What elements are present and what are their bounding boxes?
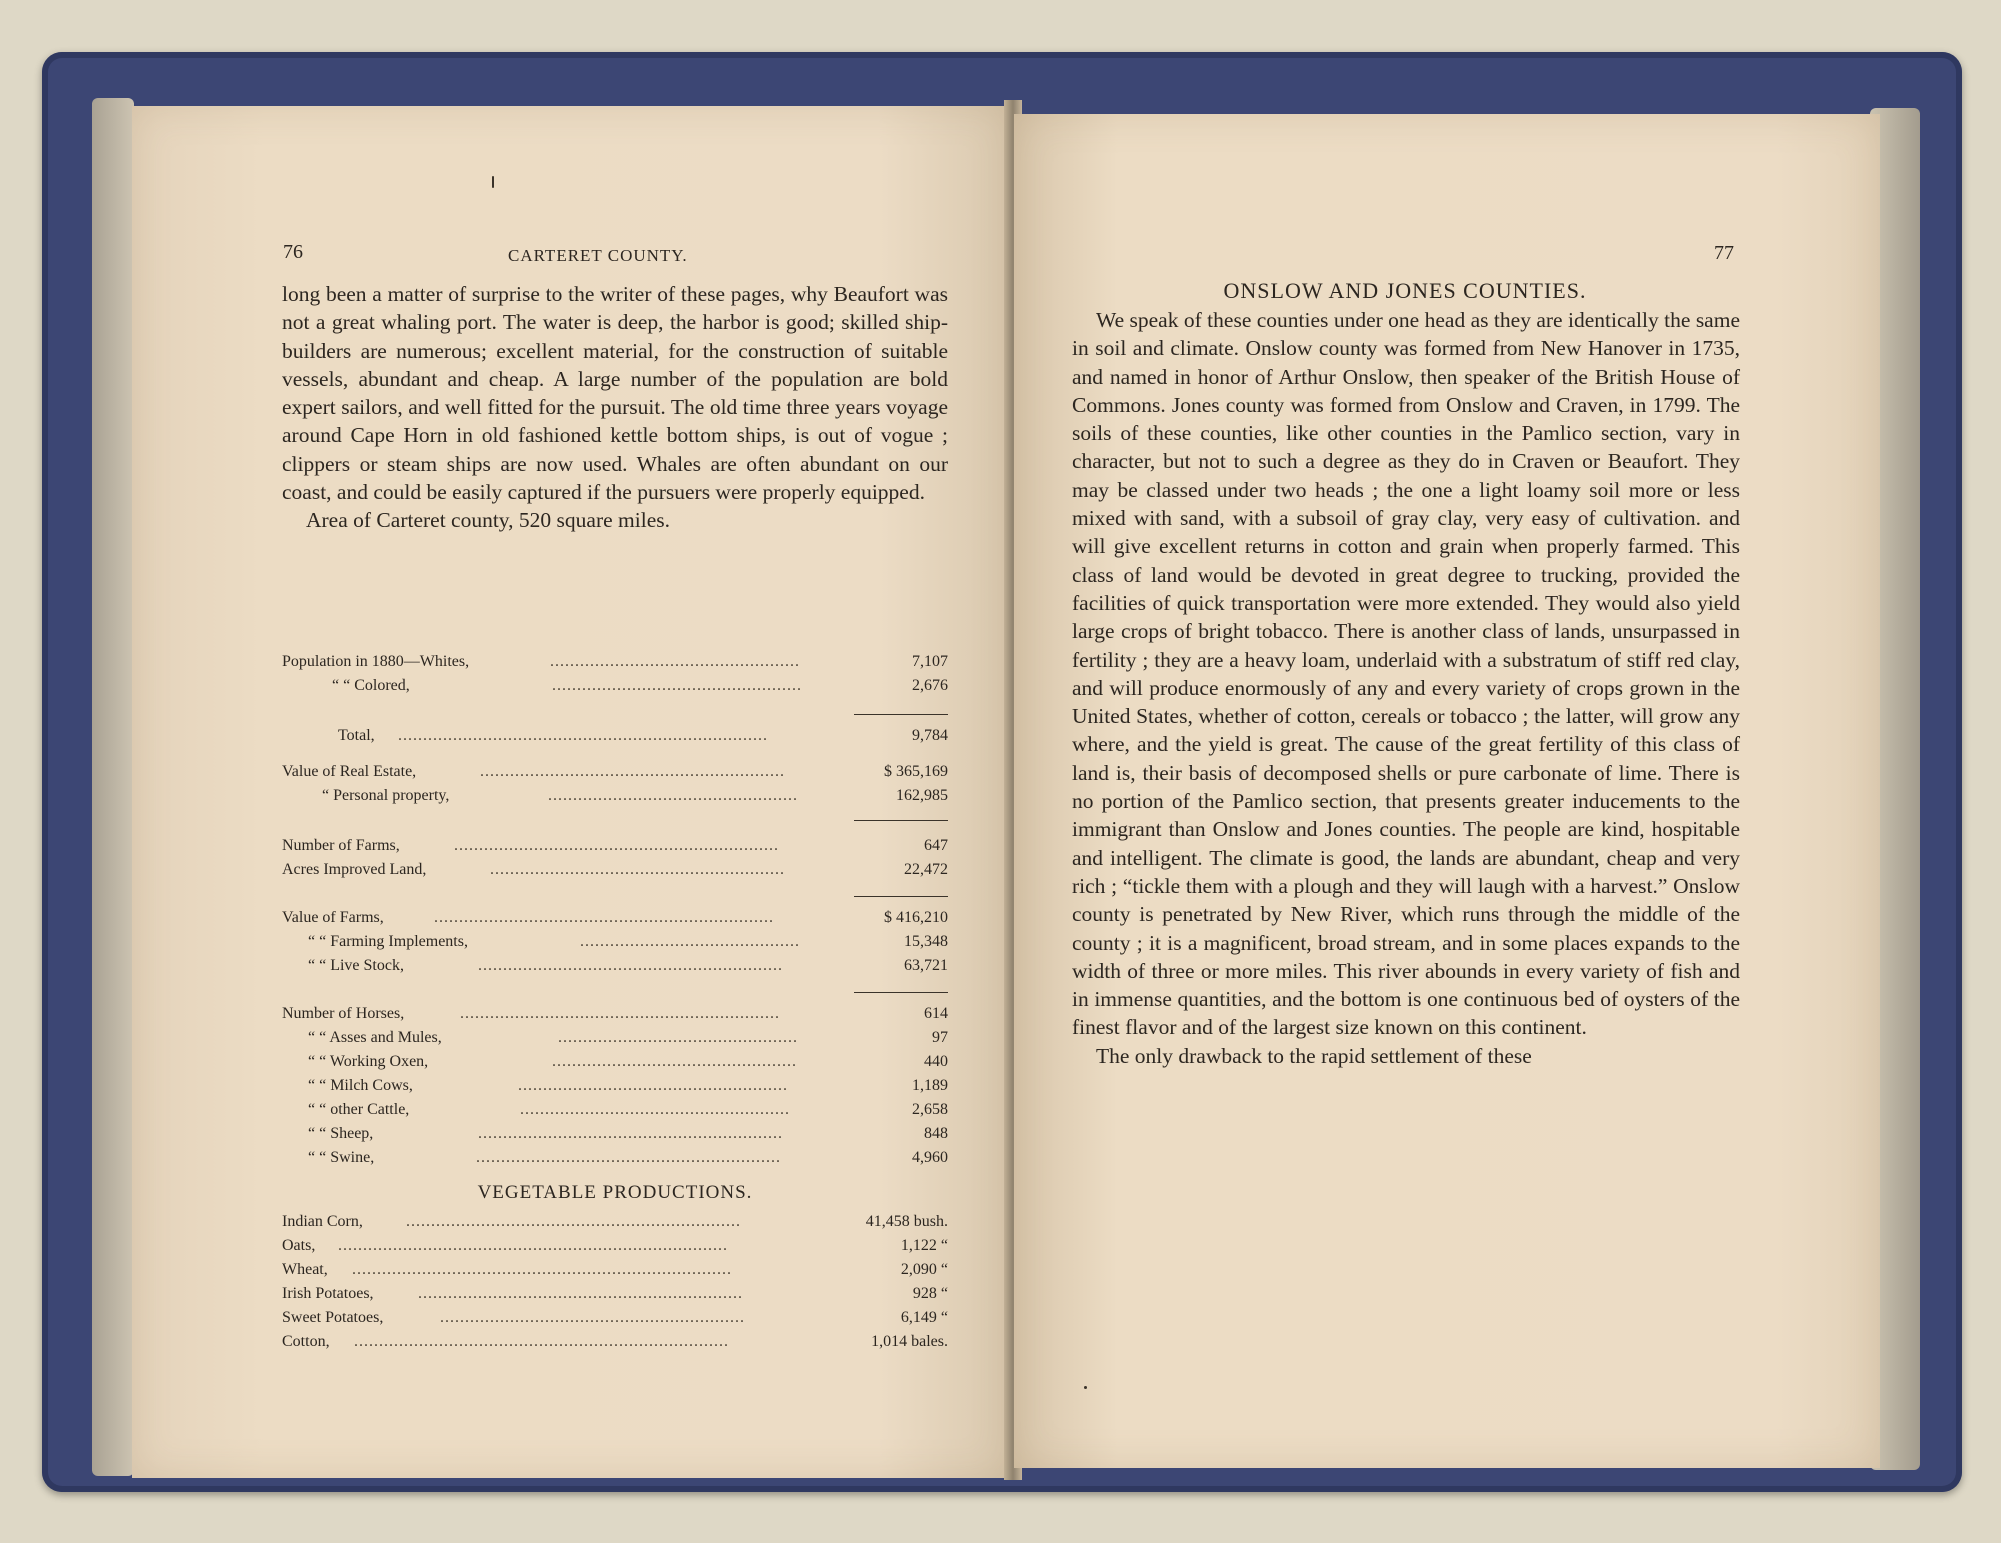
livestock-statistics — [282, 1002, 948, 1170]
ink-speck — [492, 176, 494, 188]
stat-row: “ “ Farming Implements, ............................................ 15,348 — [308, 933, 948, 950]
population-statistics — [282, 650, 948, 698]
stat-row: Value of Real Estate, ............................................................. $ 365,169 — [282, 763, 948, 780]
stat-row: Sweet Potatoes, ............................................................. 6,149 “ — [282, 1309, 948, 1326]
ink-speck — [1084, 1386, 1087, 1389]
stat-row: Population in 1880—Whites, .................................................. 7,107 — [282, 653, 948, 670]
stat-row: “ “ other Cattle, ...................................................... 2,658 — [308, 1101, 948, 1118]
sum-rule — [854, 896, 948, 897]
stat-row: Oats, .............................................................................. 1,122 “ — [282, 1237, 948, 1254]
stat-row: Value of Farms, .................................................................... $ 416,210 — [282, 909, 948, 926]
stat-row: “ “ Asses and Mules, ................................................ 97 — [308, 1029, 948, 1046]
left-paragraph-1: long been a matter of surprise to the writer of these pages, why Beaufort was not a great whaling port. The water is deep, the harbor is good; skilled ship-builders are numerous; excellent material, for the construction of suitable vessels, abundant and cheap. A large number of the population are bold expert sailors, and well fitted for the pursuit. The old time three years voyage around Cape Horn in old fashioned kettle bottom ships, is out of vogue ; clippers or steam ships are now used. Whales are often abundant on our coast, and could be easily captured if the pursuers were properly equipped. — [282, 282, 948, 505]
stat-row: “ “ Swine, ............................................................. 4,960 — [308, 1149, 948, 1166]
right-paragraph-2: The only drawback to the rapid settlement of these — [1096, 1043, 1532, 1068]
farm-value-statistics — [282, 906, 948, 978]
right-body-text — [1072, 306, 1740, 1070]
stat-row: “ Personal property, .................................................. 162,985 — [322, 787, 948, 804]
stat-row: Number of Farms, ................................................................. 647 — [282, 837, 948, 854]
stat-row: “ “ Milch Cows, ...................................................... 1,189 — [308, 1077, 948, 1094]
right-page-number: 77 — [1714, 242, 1734, 264]
property-statistics — [282, 760, 948, 808]
stat-row: Irish Potatoes, ................................................................. 928 “ — [282, 1285, 948, 1302]
chapter-title: ONSLOW AND JONES COUNTIES. — [1223, 278, 1587, 303]
stat-row: “ “ Working Oxen, ................................................. 440 — [308, 1053, 948, 1070]
stat-row: Wheat, ............................................................................ 2,090 “ — [282, 1261, 948, 1278]
farm-statistics — [282, 834, 948, 882]
stat-row: Total, .......................................................................... 9,784 — [338, 727, 948, 744]
left-page-number: 76 — [283, 241, 303, 263]
stat-row: “ “ Colored, .................................................. 2,676 — [332, 677, 948, 694]
page-edges-left — [92, 98, 134, 1476]
stat-row: Acres Improved Land, ........................................................... 22,472 — [282, 861, 948, 878]
sum-rule — [854, 820, 948, 821]
stat-row: Number of Horses, ................................................................ 614 — [282, 1005, 948, 1022]
sum-rule — [854, 992, 948, 993]
left-body-text — [282, 280, 948, 535]
right-paragraph-1: We speak of these counties under one head as they are identically the same in soil and climate. Onslow county was formed from New Hanover in 1735, and named in honor of Arthur Onslow, then speaker of the British House of Commons. Jones county was formed from Onslow and Craven, in 1799. The soils of these counties, like other counties in the Pamlico section, vary in character, but not to such a degree as they do in Craven or Beaufort. They may be classed under two heads ; the one a light loamy soil more or less mixed with sand, with a subsoil of gray clay, very easy of cultivation. and will give excellent returns in cotton and grain when properly farmed. This class of land would be devoted in great degree to trucking, provided the facilities of quick transportation were more extended. They would also yield large crops of bright tobacco. There is another class of lands, unsurpassed in fertility ; they are a heavy loam, underlaid with a substratum of stiff red clay, and will produce enormously of any and every variety of crops grown in the United States, whether of cotton, cereals or tobacco ; the latter, will grow any where, and the yield is great. The cause of the great fertility of this class of land is, their basis of decomposed shells or pure carbonate of lime. There is no portion of the Pamlico section, that presents greater inducements to the immigrant than Onslow and Jones counties. The people are kind, hospitable and intelligent. The climate is good, the lands are abundant, cheap and very rich ; “tickle them with a plough and they will laugh with a harvest.” Onslow county is penetrated by New River, which runs through the middle of the county ; it is a magnificent, broad stream, and in some places expands to the width of three or more miles. This river abounds in every variety of fish and in immense quantities, and the bottom is one continuous bed of oysters of the finest flavor and of the largest size known on this continent. — [1072, 308, 1740, 1040]
vegetable-productions-heading: VEGETABLE PRODUCTIONS. — [477, 1182, 753, 1203]
left-paragraph-2: Area of Carteret county, 520 square miles. — [306, 508, 670, 533]
sum-rule — [854, 714, 948, 715]
vegetable-statistics — [282, 1210, 948, 1354]
stat-row: “ “ Sheep, ............................................................. 848 — [308, 1125, 948, 1142]
left-running-head: CARTERET COUNTY. — [508, 246, 688, 265]
stat-row: Cotton, ........................................................................... 1,014 bales. — [282, 1333, 948, 1350]
stat-row: “ “ Live Stock, ............................................................. 63,721 — [308, 957, 948, 974]
population-total — [282, 724, 948, 748]
stat-row: Indian Corn, ................................................................... 41,458 bush. — [282, 1213, 948, 1230]
